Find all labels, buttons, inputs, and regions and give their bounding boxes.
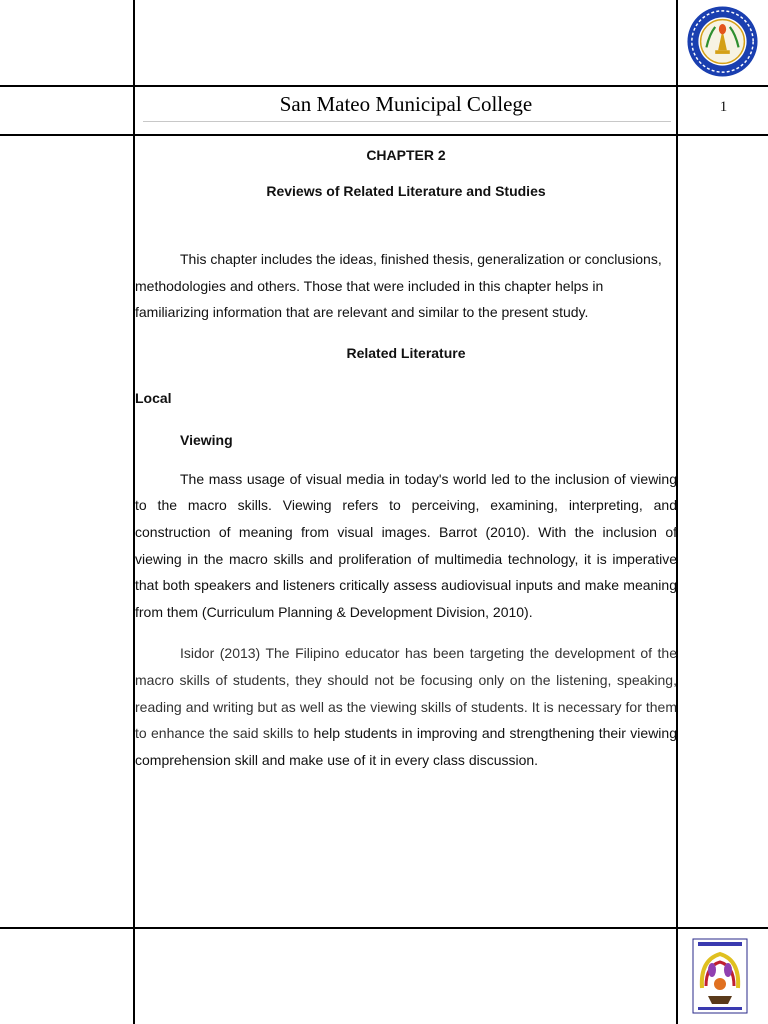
viewing-paragraph-1: The mass usage of visual media in today's world led to the inclusion of viewing to the macro skills. Viewing refers to perceiving, examining, interpreting, and construction of meaning from visual images. Barrot (2010). With the inclusion of viewing in the macro skills and proliferation of multimedia technology, it is imperative that both speakers and listeners critically assess audiovisual inputs and make meaning from them (Curriculum Planning & Development Division, 2010). xyxy=(135,470,677,620)
page-number: 1 xyxy=(719,99,728,115)
viewing-heading: Viewing xyxy=(180,431,233,448)
viewing-paragraph-2 xyxy=(135,640,677,773)
intro-paragraph: This chapter includes the ideas, finished thesis, generalization or conclusions, methodologies and others. Those that were included in this chapter helps in familiarizing information that are relevant and similar to the present study. xyxy=(135,251,662,321)
viewing-paragraph-2-part2: help students in improving and strengthening their viewing comprehension skill and make use of it in every class discussion. xyxy=(135,725,677,768)
college-name-heading: San Mateo Municipal College xyxy=(279,92,533,116)
local-heading: Local xyxy=(135,389,172,406)
footer-emblem-logo xyxy=(692,938,748,1014)
header-top-line xyxy=(0,85,768,87)
header-bottom-line xyxy=(0,134,768,136)
college-seal-logo xyxy=(686,5,759,78)
chapter-number: CHAPTER 2 xyxy=(366,147,446,163)
footer-top-line xyxy=(0,927,768,929)
header-underline xyxy=(143,121,671,122)
document-body xyxy=(135,146,677,773)
viewing-paragraph-2-part1: Isidor (2013) The Filipino educator has been targeting the development of the macro skills of students, they should not be focusing only on the listening, speaking, reading and writing but as well as the viewing skills of students. It is necessary for them to enhance the said skills to xyxy=(135,645,677,742)
related-literature-heading: Related Literature xyxy=(346,344,466,361)
chapter-title: Reviews of Related Literature and Studies xyxy=(266,183,546,199)
